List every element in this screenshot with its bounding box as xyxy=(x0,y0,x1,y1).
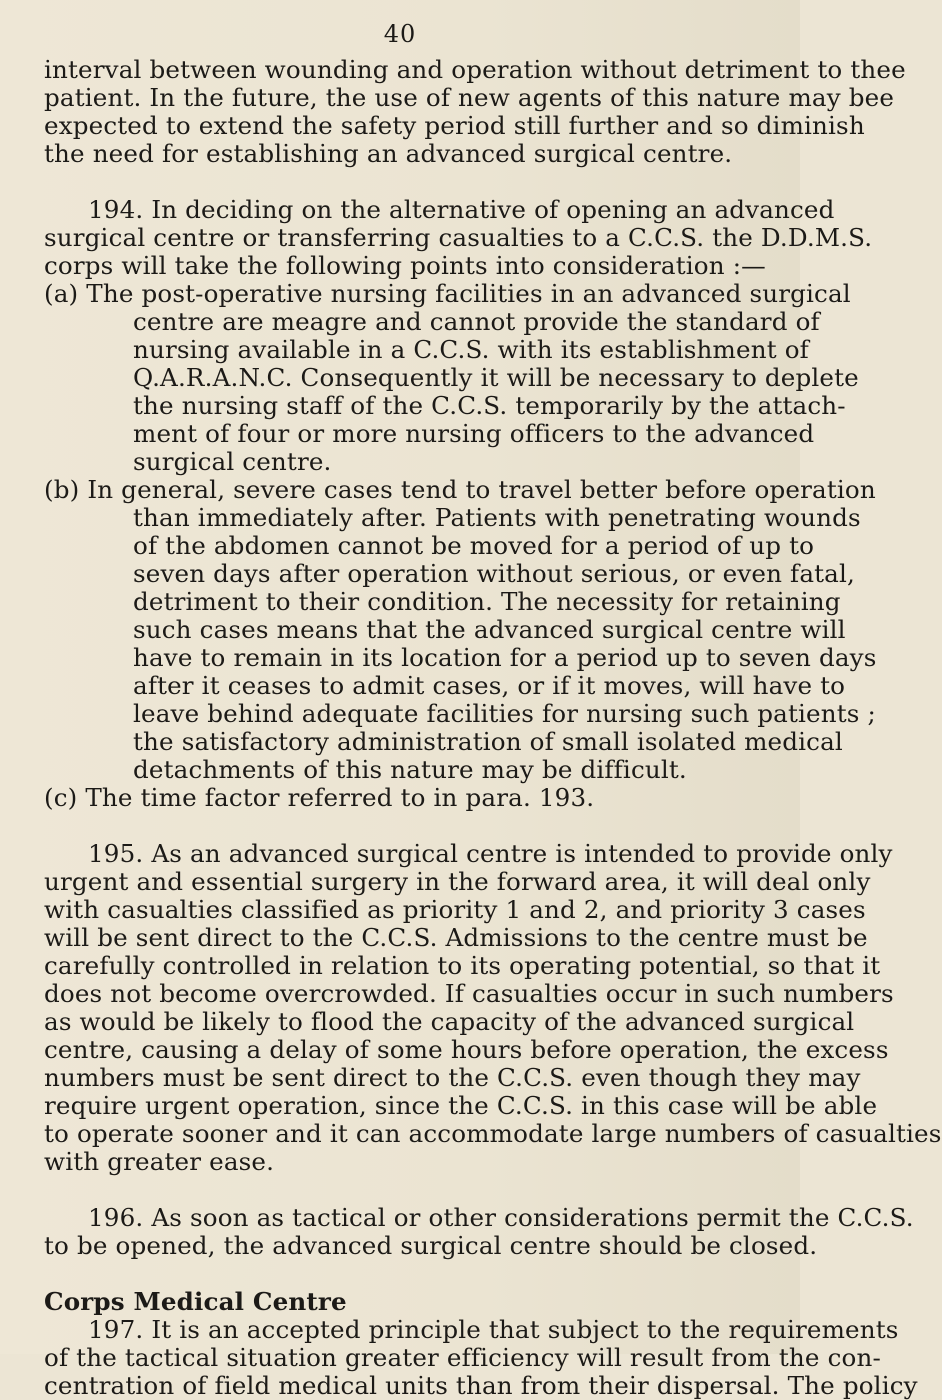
paragraph-gap xyxy=(44,168,800,196)
text-line: leave behind adequate facilities for nursing such patients ; xyxy=(133,699,876,728)
text-line: the satisfactory administration of small isolated medical xyxy=(133,727,843,756)
section-heading: Corps Medical Centre xyxy=(44,1287,347,1316)
text-line: does not become overcrowded. If casualties occur in such numbers xyxy=(44,979,894,1008)
text-line: as would be likely to flood the capacity of the advanced surgical xyxy=(44,1007,855,1036)
text-line: with casualties classified as priority 1 and 2, and priority 3 cases xyxy=(44,895,866,924)
text-line: require urgent operation, since the C.C.S. in this case will be able xyxy=(44,1091,878,1120)
text-line: 197. It is an accepted principle that subject to the requirements xyxy=(88,1315,899,1344)
text-line: the need for establishing an advanced surgical centre. xyxy=(44,139,733,168)
paragraph-gap xyxy=(44,1260,800,1288)
text-line: have to remain in its location for a period up to seven days xyxy=(133,643,877,672)
page-number: 40 xyxy=(383,20,417,48)
text-line: corps will take the following points into consideration :— xyxy=(44,251,766,280)
text-line: of the abdomen cannot be moved for a period of up to xyxy=(133,531,815,560)
text-line: centration of field medical units than from their dispersal. The policy xyxy=(44,1371,918,1400)
text-line: seven days after operation without serious, or even fatal, xyxy=(133,559,855,588)
body-text xyxy=(44,55,942,1400)
text-line: to be opened, the advanced surgical centre should be closed. xyxy=(44,1231,818,1260)
text-line: carefully controlled in relation to its operating potential, so that it xyxy=(44,951,881,980)
text-line: the nursing staff of the C.C.S. temporarily by the attach- xyxy=(133,391,846,420)
text-line: such cases means that the advanced surgical centre will xyxy=(133,615,846,644)
text-line: detachments of this nature may be difficult. xyxy=(133,755,687,784)
text-line: patient. In the future, the use of new agents of this nature may bee xyxy=(44,83,895,112)
text-line: centre, causing a delay of some hours before operation, the excess xyxy=(44,1035,889,1064)
text-line: interval between wounding and operation without detriment to thee xyxy=(44,55,906,84)
paragraph-gap xyxy=(44,812,800,840)
paragraph-gap xyxy=(44,1176,800,1204)
text-line: urgent and essential surgery in the forward area, it will deal only xyxy=(44,867,871,896)
text-line: surgical centre. xyxy=(133,447,332,476)
text-line: after it ceases to admit cases, or if it moves, will have to xyxy=(133,671,846,700)
text-line: to operate sooner and it can accommodate large numbers of casualties xyxy=(44,1119,942,1148)
text-line: 196. As soon as tactical or other considerations permit the C.C.S. xyxy=(88,1203,914,1232)
text-line: with greater ease. xyxy=(44,1147,275,1176)
text-line: (a) The post-operative nursing facilities in an advanced surgical xyxy=(44,279,851,308)
text-line: ment of four or more nursing officers to the advanced xyxy=(133,419,815,448)
text-line: nursing available in a C.C.S. with its establishment of xyxy=(133,335,809,364)
text-line: (c) The time factor referred to in para. 193. xyxy=(44,783,595,812)
text-line: (b) In general, severe cases tend to travel better before operation xyxy=(44,475,876,504)
text-line: numbers must be sent direct to the C.C.S. even though they may xyxy=(44,1063,861,1092)
text-line: detriment to their condition. The necessity for retaining xyxy=(133,587,841,616)
text-line: surgical centre or transferring casualties to a C.C.S. the D.D.M.S. xyxy=(44,223,873,252)
text-line: expected to extend the safety period still further and so diminish xyxy=(44,111,865,140)
text-line: Q.A.R.A.N.C. Consequently it will be necessary to deplete xyxy=(133,363,859,392)
text-line: than immediately after. Patients with penetrating wounds xyxy=(133,503,861,532)
text-line: 194. In deciding on the alternative of opening an advanced xyxy=(88,195,835,224)
text-line: 195. As an advanced surgical centre is intended to provide only xyxy=(88,839,893,868)
text-line: centre are meagre and cannot provide the standard of xyxy=(133,307,820,336)
text-line: will be sent direct to the C.C.S. Admissions to the centre must be xyxy=(44,923,868,952)
text-line: of the tactical situation greater efficiency will result from the con- xyxy=(44,1343,881,1372)
